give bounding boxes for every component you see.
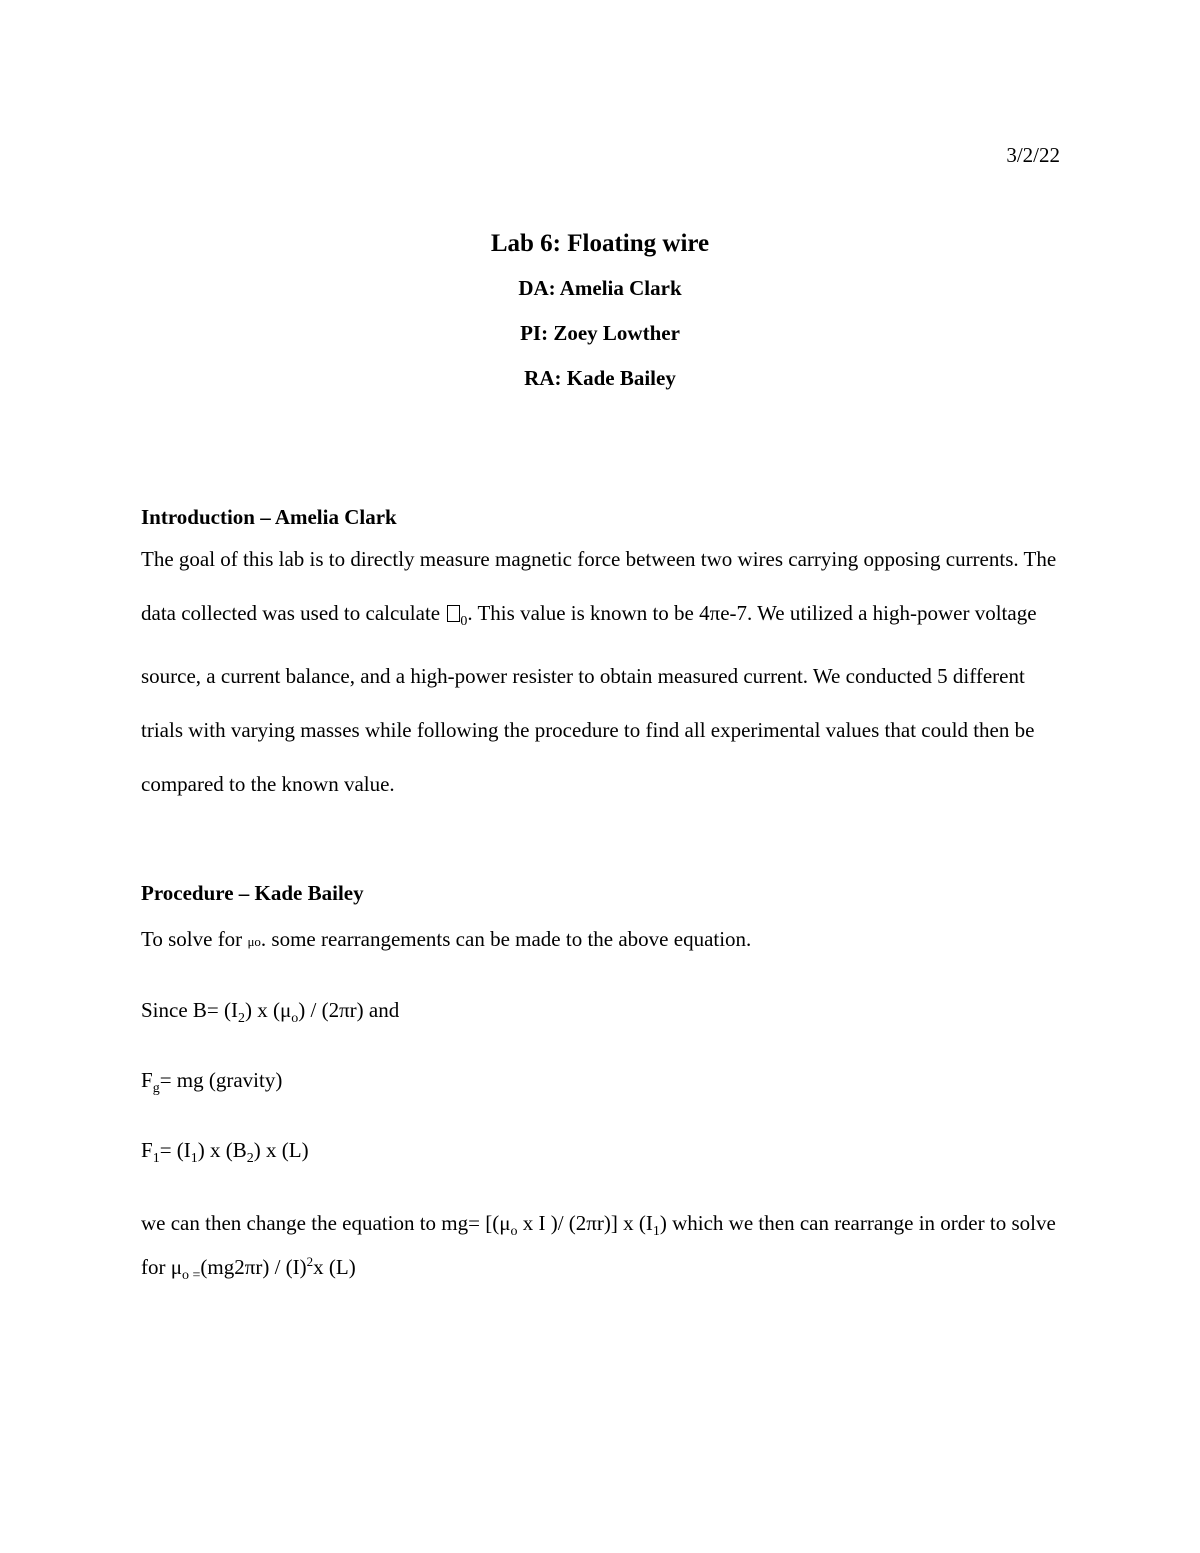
proc-l3-sub: g	[152, 1081, 160, 1097]
proc-l3-a: F	[141, 1068, 153, 1092]
proc-l2-sub2: o	[291, 1011, 299, 1027]
procedure-heading: Procedure – Kade Bailey	[141, 881, 364, 905]
proc-l5-b: x I )/ (2πr)] x (I	[517, 1211, 653, 1235]
proc-l5-sub1: o	[510, 1224, 518, 1240]
document-header	[0, 230, 1200, 411]
introduction-paragraph	[141, 532, 1071, 811]
proc-l4-sub2: 1	[190, 1151, 198, 1167]
procedure-line-gravity-force	[141, 1068, 282, 1097]
introduction-heading: Introduction – Amelia Clark	[141, 505, 397, 529]
procedure-line-solve-for	[141, 927, 751, 952]
proc-l3-b: = mg (gravity)	[159, 1068, 283, 1092]
proc-l4-d: ) x (L)	[253, 1138, 309, 1162]
proc-l1-mu: μo	[247, 934, 261, 949]
proc-l5-c: ) which we then can rearrange in order to solve for μ	[141, 1211, 1056, 1280]
proc-l2-sub1: 2	[238, 1011, 245, 1027]
proc-l4-a: F	[141, 1138, 153, 1162]
proc-l5-e: x (L)	[313, 1255, 356, 1280]
introduction-section	[141, 505, 1071, 811]
intro-symbol-subscript: 0	[460, 614, 468, 630]
proc-l5-a: we can then change the equation to mg= [(μ	[141, 1211, 511, 1235]
principal-investigator-line: PI: Zoey Lowther	[520, 321, 680, 345]
intro-text-part2: . This value is known to be 4πe-7. We utilized a high-power voltage source, a current balance, and a high-power resister to obtain measured current. We conducted 5 different trials with varying masses while following the procedure to find all experimental values that could then be compared to the known value.	[141, 601, 1037, 797]
research-assistant-line: RA: Kade Bailey	[524, 366, 676, 390]
proc-l4-sub1: 1	[152, 1151, 160, 1167]
proc-l4-c: ) x (B	[197, 1138, 247, 1162]
proc-l5-d: (mg2πr) / (I)	[200, 1255, 307, 1280]
intro-text-part1: The goal of this lab is to directly measure magnetic force between two wires carrying opposing currents. The data collected was used to calculate	[141, 547, 1057, 625]
proc-l4-sub3: 2	[246, 1151, 254, 1167]
proc-l5-sup: 2	[306, 1254, 314, 1270]
proc-l4-b: = (I	[159, 1138, 191, 1162]
document-date: 3/2/22	[1006, 143, 1060, 167]
proc-l5-sub2: 1	[652, 1224, 660, 1240]
lab-title: Lab 6: Floating wire	[490, 230, 710, 257]
missing-glyph-box	[447, 605, 460, 622]
data-analyst-line: DA: Amelia Clark	[518, 276, 682, 300]
procedure-line-magnetic-force	[141, 1138, 309, 1167]
proc-l2-a: Since B= (I	[141, 998, 238, 1022]
procedure-line-rearranged-equation	[141, 1208, 1071, 1291]
procedure-line-magnetic-field	[141, 998, 399, 1027]
proc-l1-b: . some rearrangements can be made to the above equation.	[260, 927, 752, 951]
proc-l1-a: To solve for	[141, 927, 248, 951]
proc-l2-b: ) x (μ	[245, 998, 292, 1022]
proc-l2-c: ) / (2πr) and	[298, 998, 400, 1022]
proc-l5-sub3: o =	[182, 1268, 201, 1284]
